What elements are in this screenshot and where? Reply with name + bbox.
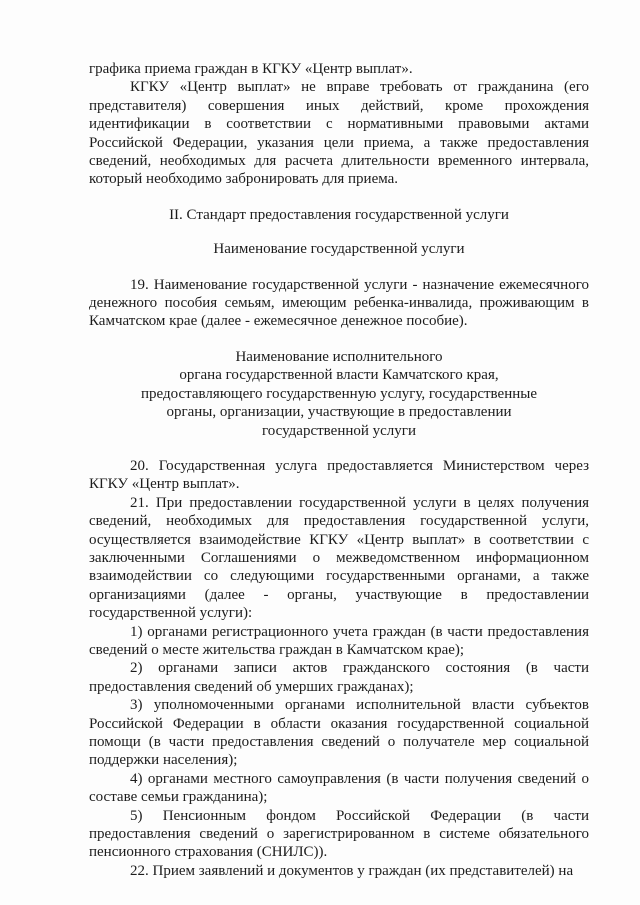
paragraph-22: 22. Прием заявлений и документов у граждан (их представителей) на <box>130 862 574 879</box>
subheading-service-name: Наименование государственной услуги <box>213 241 465 258</box>
subheading-line: Наименование исполнительного <box>235 348 443 365</box>
list-item-1: 1) органами регистрационного учета граждан (в части предоставления сведений о месте жительства граждан в Камчатском крае); <box>89 623 589 658</box>
paragraph-identification: КГКУ «Центр выплат» не вправе требовать от гражданина (его представителя) совершения иных действий, кроме прохождения идентификации в соответствии с нормативными правовыми актами Российской Федерации, указания цели приема, а также предоставления сведений, необходимых для расчета длительности временного интервала, который необходимо забронировать для приема. <box>89 79 589 188</box>
paragraph-20: 20. Государственная услуга предоставляется Министерством через КГКУ «Центр выплат». <box>89 457 589 493</box>
subheading-line: государственной услуги <box>262 422 416 439</box>
paragraph-continuation: графика приема граждан в КГКУ «Центр выплат». <box>89 61 413 77</box>
document-body <box>89 60 589 880</box>
subheading-executive-body <box>89 348 589 440</box>
subheading-line: органа государственной власти Камчатского края, <box>179 367 499 384</box>
section-title: II. Стандарт предоставления государственной услуги <box>169 206 509 223</box>
list-item-2: 2) органами записи актов гражданского состояния (в части предоставления сведений об умерших гражданах); <box>89 660 589 695</box>
subheading-line: предоставляющего государственную услугу, государственные <box>141 385 537 402</box>
paragraph-21: 21. При предоставлении государственной услуги в целях получения сведений, необходимых для предоставления государственной услуги, осуществляется взаимодействие КГКУ «Центр выплат» в соответствии с заключенными Соглашениями о межведомственном информационном взаимодействии со следующими государственными органами, а также организациями (далее - органы, участвующие в предоставлении государственной услуги): <box>89 494 589 622</box>
subheading-line: органы, организации, участвующие в предоставлении <box>166 404 512 421</box>
list-item-4: 4) органами местного самоуправления (в части получения сведений о составе семьи гражданина); <box>89 770 589 806</box>
paragraph-19: 19. Наименование государственной услуги - назначение ежемесячного денежного пособия семьям, имеющим ребенка-инвалида, проживающим в Камчатском крае (далее - ежемесячное денежное пособие). <box>89 276 589 330</box>
list-item-5: 5) Пенсионным фондом Российской Федерации (в части предоставления сведений о зарегистрированном в системе обязательного пенсионного страхования (СНИЛС)). <box>89 807 589 861</box>
list-item-3: 3) уполномоченными органами исполнительной власти субъектов Российской Федерации в области оказания государственной социальной помощи (в части предоставления сведений о получателе мер социальной поддержки населения); <box>89 697 589 769</box>
